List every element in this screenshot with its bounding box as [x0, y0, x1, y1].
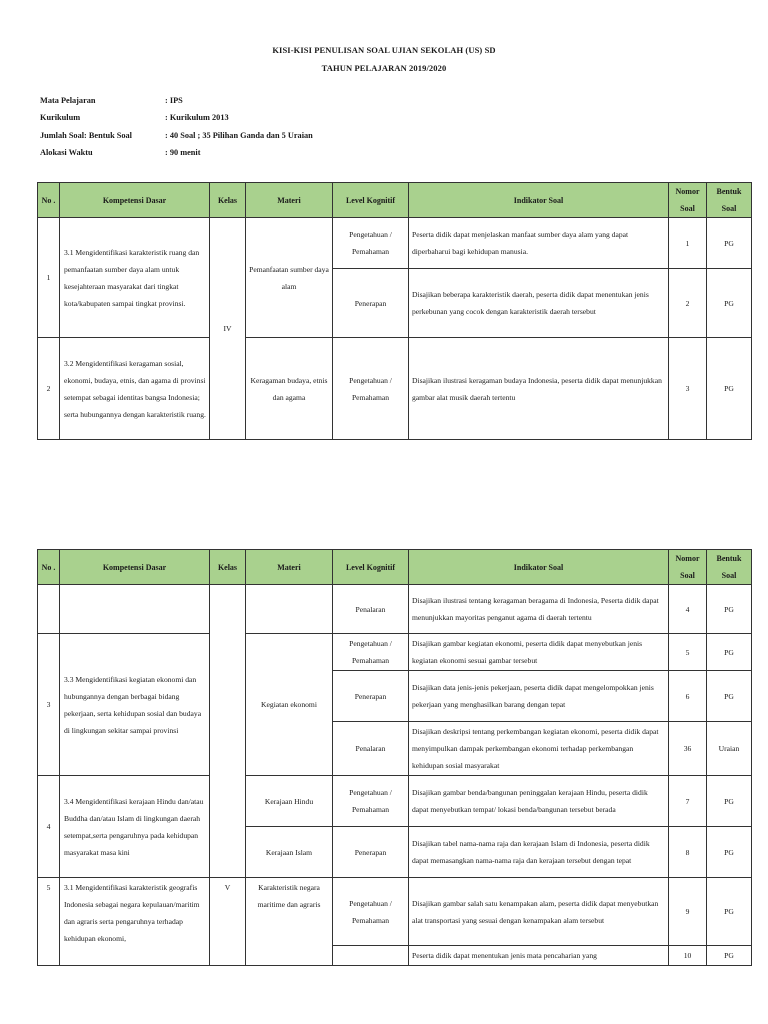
kisi-table-2 — [37, 549, 752, 966]
cell-materi: Karakteristik negara maritime dan agraris — [246, 878, 333, 966]
cell-materi — [246, 585, 333, 634]
meta-label: Mata Pelajaran — [40, 96, 96, 105]
cell-nomor: 8 — [669, 827, 707, 878]
meta-value: : 90 menit — [165, 147, 201, 157]
meta-label: Kurikulum — [40, 113, 81, 123]
cell-bentuk: PG — [707, 776, 752, 827]
meta-row — [40, 96, 313, 113]
cell-materi: Kerajaan Hindu — [246, 776, 333, 827]
cell-kompetensi: 3.3 Mengidentifikasi kegiatan ekonomi dan hubungannya dengan berbagai bidang pekerjaan, serta kehidupan sosial dan budaya di lingkungan sekitar sampai provinsi — [60, 634, 210, 776]
cell-nomor: 5 — [669, 634, 707, 671]
cell-bentuk: PG — [707, 946, 752, 966]
header-no: No . — [38, 183, 60, 218]
table-header-row — [38, 183, 752, 218]
table-row — [38, 776, 752, 827]
kisi-table-1 — [37, 182, 752, 440]
header-level: Level Kognitif — [333, 183, 409, 218]
cell-nomor: 6 — [669, 671, 707, 722]
cell-nomor: 9 — [669, 878, 707, 946]
cell-level — [333, 946, 409, 966]
cell-kompetensi: 3.1 Mengidentifikasi karakteristik ruang dan pemanfaatan sumber daya alam untuk kesejahteraan masyarakat dari tingkat kota/kabupaten sampai tingkat provinsi. — [60, 218, 210, 338]
cell-kelas: V — [210, 878, 246, 966]
cell-bentuk: Uraian — [707, 722, 752, 776]
cell-kelas: IV — [210, 218, 246, 440]
header-indikator: Indikator Soal — [409, 183, 669, 218]
cell-nomor: 4 — [669, 585, 707, 634]
cell-no: 3 — [38, 634, 60, 776]
cell-indikator: Peserta didik dapat menentukan jenis mata pencaharian yang — [409, 946, 669, 966]
cell-indikator: Disajikan tabel nama-nama raja dan kerajaan Islam di Indonesia, peserta didik dapat memasangkan nama-nama raja dan kerajaan tersebut dengan tepat — [409, 827, 669, 878]
cell-level: Penerapan — [333, 269, 409, 338]
meta-value: : Kurikulum 2013 — [165, 113, 229, 123]
meta-value: : IPS — [165, 96, 183, 105]
cell-indikator: Disajikan gambar salah satu kenampakan alam, peserta didik dapat menyebutkan alat transportasi yang sesuai dengan kenampakan alam tersebut — [409, 878, 669, 946]
cell-nomor: 36 — [669, 722, 707, 776]
header-kompetensi: Kompetensi Dasar — [60, 183, 210, 218]
meta-value: : 40 Soal ; 35 Pilihan Ganda dan 5 Uraian — [165, 130, 313, 140]
cell-kompetensi: 3.1 Mengidentifikasi karakteristik geografis Indonesia sebagai negara kepulauan/maritim dan agraris serta pengaruhnya terhadap kehidupan ekonomi, — [60, 878, 210, 966]
header-nomor: Nomor Soal — [669, 183, 707, 218]
table-header-row — [38, 550, 752, 585]
cell-bentuk: PG — [707, 585, 752, 634]
cell-nomor: 1 — [669, 218, 707, 269]
header-kompetensi: Kompetensi Dasar — [60, 550, 210, 585]
cell-level: Penerapan — [333, 671, 409, 722]
header-nomor: Nomor Soal — [669, 550, 707, 585]
cell-bentuk: PG — [707, 634, 752, 671]
header-no: No . — [38, 550, 60, 585]
cell-nomor: 7 — [669, 776, 707, 827]
cell-level: Penerapan — [333, 827, 409, 878]
cell-kompetensi: 3.2 Mengidentifikasi keragaman sosial, ekonomi, budaya, etnis, dan agama di provinsi setempat sebagai identitas bangsa Indonesia; serta hubungannya dengan karakteristik ruang. — [60, 338, 210, 440]
cell-indikator: Disajikan data jenis-jenis pekerjaan, peserta didik dapat mengelompokkan jenis pekerjaan yang menghasilkan barang dengan tepat — [409, 671, 669, 722]
meta-row — [40, 148, 313, 165]
meta-label: Alokasi Waktu — [40, 147, 93, 157]
header-materi: Materi — [246, 183, 333, 218]
cell-indikator: Disajikan ilustrasi keragaman budaya Indonesia, peserta didik dapat menunjukkan gambar alat musik daerah tertentu — [409, 338, 669, 440]
meta-row — [40, 131, 313, 148]
cell-level: Pengetahuan / Pemahaman — [333, 218, 409, 269]
header-kelas: Kelas — [210, 550, 246, 585]
cell-indikator: Disajikan gambar kegiatan ekonomi, peserta didik dapat menyebutkan jenis kegiatan ekonomi sesuai gambar tersebut — [409, 634, 669, 671]
cell-bentuk: PG — [707, 218, 752, 269]
doc-title: KISI-KISI PENULISAN SOAL UJIAN SEKOLAH (US) SD — [272, 45, 496, 55]
cell-level: Pengetahuan / Pemahaman — [333, 338, 409, 440]
meta-info — [40, 96, 313, 165]
doc-subtitle: TAHUN PELAJARAN 2019/2020 — [321, 63, 447, 73]
cell-indikator: Peserta didik dapat menjelaskan manfaat sumber daya alam yang dapat diperbaharui bagi kehidupan manusia. — [409, 218, 669, 269]
cell-bentuk: PG — [707, 338, 752, 440]
cell-kompetensi: 3.4 Mengidentifikasi kerajaan Hindu dan/atau Buddha dan/atau Islam di lingkungan daerah setempat,serta pengaruhnya pada kehidupan masyarakat masa kini — [60, 776, 210, 878]
cell-bentuk: PG — [707, 269, 752, 338]
header-materi: Materi — [246, 550, 333, 585]
cell-level: Pengetahuan / Pemahaman — [333, 634, 409, 671]
cell-no: 2 — [38, 338, 60, 440]
meta-label: Jumlah Soal: Bentuk Soal — [40, 130, 132, 140]
table-row — [38, 218, 752, 269]
table-row — [38, 338, 752, 440]
cell-materi: Pemanfaatan sumber daya alam — [246, 218, 333, 338]
cell-indikator: Disajikan deskripsi tentang perkembangan kegiatan ekonomi, peserta didik dapat menyimpulkan dampak perkembangan ekonomi terhadap perkembangan kehidupan sosial masyarakat — [409, 722, 669, 776]
cell-no: 1 — [38, 218, 60, 338]
cell-indikator: Disajikan ilustrasi tentang keragaman beragama di Indonesia, Peserta didik dapat menunjukkan mayoritas penganut agama di daerah tertentu — [409, 585, 669, 634]
cell-no: 5 — [38, 878, 60, 966]
cell-level: Pengetahuan / Pemahaman — [333, 776, 409, 827]
cell-level: Penalaran — [333, 722, 409, 776]
cell-nomor: 3 — [669, 338, 707, 440]
cell-level: Pengetahuan / Pemahaman — [333, 878, 409, 946]
cell-level: Penalaran — [333, 585, 409, 634]
cell-no: 4 — [38, 776, 60, 878]
cell-materi: Kegiatan ekonomi — [246, 634, 333, 776]
header-level: Level Kognitif — [333, 550, 409, 585]
cell-kompetensi — [60, 585, 210, 634]
cell-materi: Kerajaan Islam — [246, 827, 333, 878]
table-row — [38, 585, 752, 634]
cell-nomor: 2 — [669, 269, 707, 338]
header-bentuk: Bentuk Soal — [707, 550, 752, 585]
cell-indikator: Disajikan gambar benda/bangunan peninggalan kerajaan Hindu, peserta didik dapat menyebutkan tempat/ lokasi benda/bangunan tersebut berada — [409, 776, 669, 827]
cell-bentuk: PG — [707, 671, 752, 722]
table-row — [38, 878, 752, 946]
header-bentuk: Bentuk Soal — [707, 183, 752, 218]
meta-row — [40, 113, 313, 130]
header-kelas: Kelas — [210, 183, 246, 218]
cell-materi: Keragaman budaya, etnis dan agama — [246, 338, 333, 440]
cell-nomor: 10 — [669, 946, 707, 966]
cell-no — [38, 585, 60, 634]
cell-bentuk: PG — [707, 827, 752, 878]
cell-kelas — [210, 585, 246, 878]
table-row — [38, 634, 752, 671]
cell-bentuk: PG — [707, 878, 752, 946]
header-indikator: Indikator Soal — [409, 550, 669, 585]
cell-indikator: Disajikan beberapa karakteristik daerah, peserta didik dapat menentukan jenis perkebunan yang cocok dengan karakteristik daerah tersebut — [409, 269, 669, 338]
